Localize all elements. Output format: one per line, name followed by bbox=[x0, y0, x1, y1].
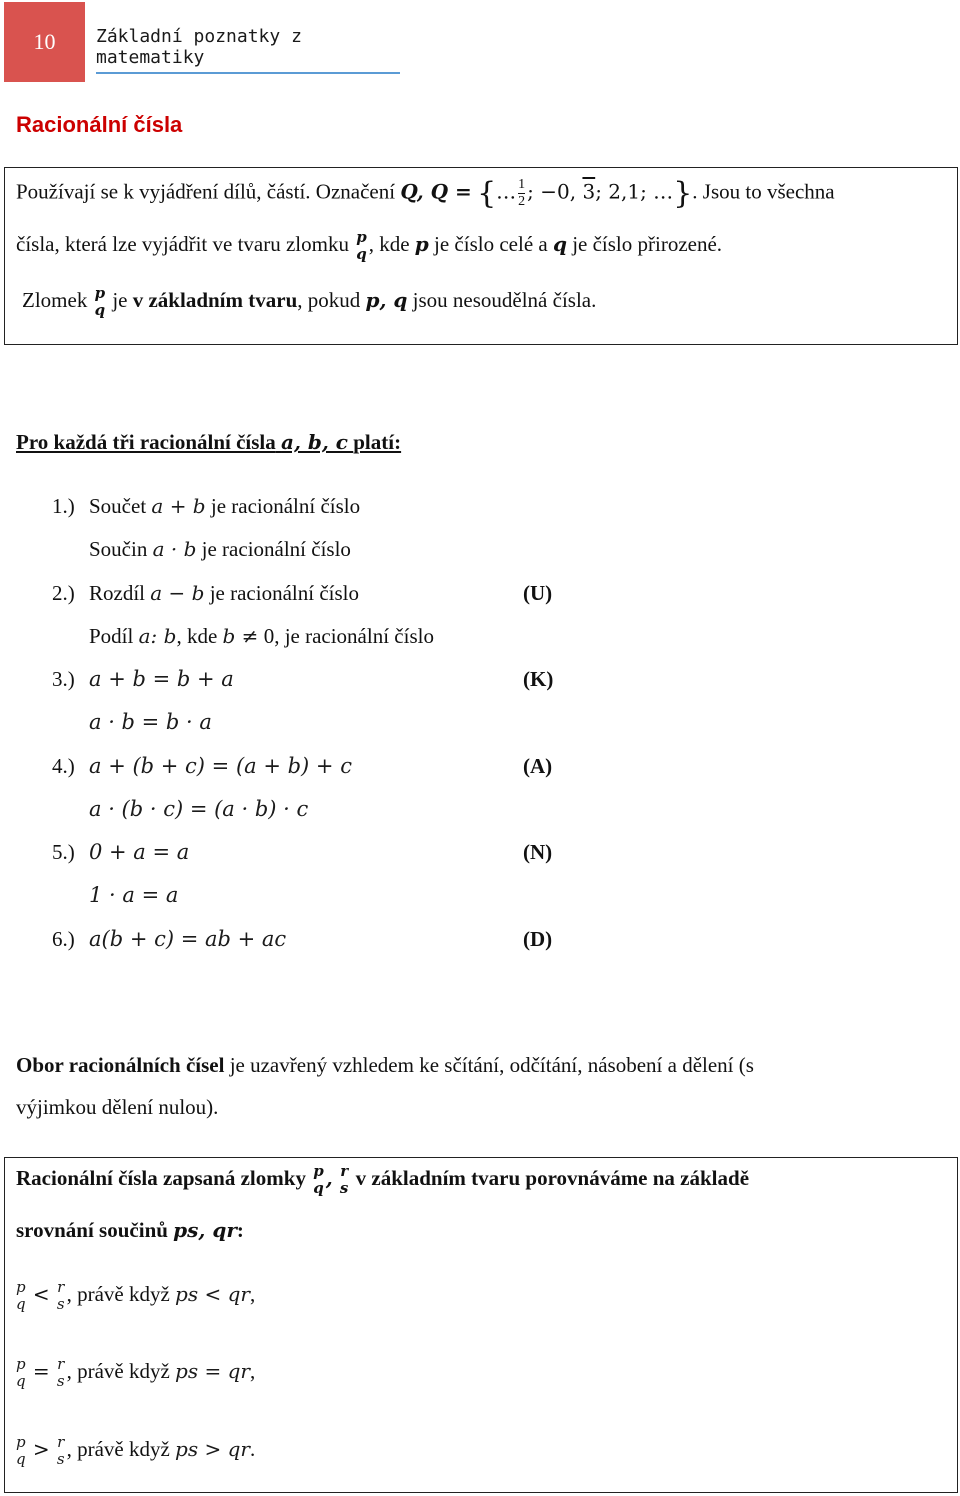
property-expr: a · b bbox=[152, 537, 197, 561]
property-line bbox=[89, 537, 351, 562]
pq-fraction-row bbox=[16, 1280, 26, 1312]
comparison-line-2 bbox=[16, 1218, 244, 1243]
set-frac-num: 1 bbox=[518, 177, 526, 192]
definition-text: Používají se k vyjádření dílů, částí. Označení bbox=[16, 179, 396, 204]
pq-fraction-row bbox=[16, 1435, 26, 1467]
definition-line1-end: . Jsou to všechna bbox=[692, 179, 835, 204]
property-expr: a − b bbox=[150, 581, 205, 605]
property-label: (D) bbox=[523, 927, 553, 951]
properties-heading-text: Pro každá tři racionální čísla bbox=[16, 430, 276, 454]
row-frac-p: p bbox=[16, 1433, 26, 1451]
property-label: (A) bbox=[523, 754, 553, 778]
set-rest: ; −0, 3; 2,1; … bbox=[527, 179, 674, 204]
property-expr: a: b bbox=[138, 624, 177, 648]
property-text: Rozdíl bbox=[89, 581, 145, 605]
row-frac-q: q bbox=[16, 1295, 26, 1313]
comparison-line2-text: srovnání součinů bbox=[16, 1218, 168, 1242]
comparison-row-end: . bbox=[249, 1436, 256, 1461]
property-expr: a + b = b + a bbox=[89, 667, 234, 691]
item-number: 1.) bbox=[52, 494, 75, 518]
row-frac-s: s bbox=[56, 1295, 65, 1313]
property-expr: a · (b · c) = (a · b) · c bbox=[89, 797, 309, 821]
property-expr: 1 · a = a bbox=[89, 883, 179, 907]
frac-p-2: p bbox=[94, 284, 106, 302]
set-frac-den: 2 bbox=[518, 194, 526, 209]
vars-pq: p, q bbox=[365, 287, 408, 312]
var-p: p bbox=[414, 231, 429, 256]
pq-fraction-2 bbox=[95, 286, 106, 318]
comparison-row-text: , právě když bbox=[66, 1281, 170, 1306]
properties-heading-end: platí: bbox=[353, 430, 402, 454]
item-number: 6.) bbox=[52, 927, 75, 951]
brace-open: { bbox=[477, 176, 497, 211]
basic-form-term: v základním tvaru bbox=[132, 287, 298, 312]
definition-line2-text: čísla, která lze vyjádřit ve tvaru zlomku bbox=[16, 231, 349, 256]
comparison-text: Racionální čísla zapsaná zlomky bbox=[16, 1165, 306, 1190]
comparison-operator: > bbox=[32, 1436, 50, 1461]
properties-heading bbox=[16, 430, 401, 455]
row-frac-q: q bbox=[16, 1450, 26, 1468]
property-expr: 0 + a = a bbox=[89, 840, 190, 864]
item-number: 2.) bbox=[52, 581, 75, 605]
var-q: q bbox=[552, 231, 567, 256]
property-label: (K) bbox=[523, 667, 554, 691]
comparison-line-1: Racionální čísla zapsaná zlomky p q , r s v základním tvaru porovnáváme na základě bbox=[16, 1162, 750, 1197]
comparison-row-end: , bbox=[249, 1281, 256, 1306]
brace-close: } bbox=[673, 176, 693, 211]
comparison-row-expr: ps > qr bbox=[175, 1436, 250, 1461]
closure-line-1 bbox=[16, 1053, 754, 1078]
property-expr: a(b + c) = ab + ac bbox=[89, 927, 287, 951]
row-frac-p: p bbox=[16, 1355, 26, 1373]
property-text: Součet bbox=[89, 494, 147, 518]
page-number-badge: 10 bbox=[4, 2, 85, 82]
item-number: 5.) bbox=[52, 840, 75, 864]
set-fraction bbox=[518, 178, 525, 209]
frac-p-3: p bbox=[313, 1162, 324, 1180]
comparison-row-greater bbox=[14, 1435, 255, 1467]
closure-line-2: výjimkou dělení nulou). bbox=[16, 1095, 219, 1119]
rs-fraction bbox=[340, 1164, 348, 1196]
frac-q-2: q bbox=[94, 301, 106, 319]
definition-line2-mid: , kde bbox=[368, 231, 410, 256]
section-title: Racionální čísla bbox=[16, 112, 183, 137]
comparison-colon: : bbox=[236, 1218, 244, 1242]
property-text: je racionální číslo bbox=[209, 581, 359, 605]
comparison-products: ps, qr bbox=[173, 1218, 237, 1242]
comparison-row-text: , právě když bbox=[66, 1436, 170, 1461]
comparison-text-end: v základním tvaru porovnáváme na základě bbox=[355, 1165, 750, 1190]
property-expr: b ≠ bbox=[222, 624, 259, 648]
comparison-row-equal bbox=[14, 1357, 255, 1389]
set-ellipsis: … bbox=[496, 179, 517, 204]
row-frac-s: s bbox=[56, 1450, 65, 1468]
property-label: (U) bbox=[523, 581, 553, 605]
property-text: 0, je racionální číslo bbox=[263, 624, 434, 648]
property-line bbox=[89, 581, 359, 606]
property-text: je racionální číslo bbox=[210, 494, 361, 518]
frac-r: r bbox=[340, 1162, 349, 1180]
frac-p: p bbox=[356, 228, 367, 246]
row-frac-r: r bbox=[57, 1433, 65, 1451]
comparison-row-end: , bbox=[249, 1358, 256, 1383]
property-label: (N) bbox=[523, 840, 553, 864]
properties-heading-vars: a, b, c bbox=[281, 430, 348, 454]
item-number: 4.) bbox=[52, 754, 75, 778]
comparison-row-text: , právě když bbox=[66, 1358, 170, 1383]
row-frac-r: r bbox=[57, 1278, 65, 1296]
rs-fraction-row bbox=[57, 1357, 65, 1389]
definition-line2-q-text: je číslo přirozené. bbox=[572, 231, 723, 256]
definition-line3-after: , pokud bbox=[297, 287, 361, 312]
comparison-operator: < bbox=[32, 1281, 50, 1306]
rs-fraction-row bbox=[57, 1280, 65, 1312]
property-text: je racionální číslo bbox=[201, 537, 351, 561]
frac-s: s bbox=[339, 1179, 349, 1197]
item-number: 3.) bbox=[52, 667, 75, 691]
rs-fraction-row bbox=[57, 1435, 65, 1467]
comparison-row-expr: ps = qr bbox=[175, 1358, 250, 1383]
property-text: Součin bbox=[89, 537, 148, 561]
definition-line-1 bbox=[16, 176, 835, 211]
row-frac-r: r bbox=[57, 1355, 65, 1373]
definition-line3-end: jsou nesoudělná čísla. bbox=[412, 287, 597, 312]
property-expr: a + (b + c) = (a + b) + c bbox=[89, 754, 352, 778]
property-line bbox=[89, 494, 360, 519]
row-frac-q: q bbox=[16, 1372, 26, 1390]
property-expr: a + b bbox=[151, 494, 206, 518]
definition-line-3 bbox=[22, 286, 596, 318]
frac-q: q bbox=[356, 245, 367, 263]
definition-line3-start: Zlomek bbox=[22, 287, 88, 312]
pq-fraction-row bbox=[16, 1357, 26, 1389]
page-header-title: Základní poznatky z matematiky bbox=[96, 24, 400, 74]
comparison-row-less bbox=[14, 1280, 255, 1312]
definition-line2-p-text: je číslo celé a bbox=[434, 231, 548, 256]
property-line bbox=[89, 624, 434, 649]
comparison-operator: = bbox=[32, 1358, 50, 1383]
definition-line3-mid: je bbox=[112, 287, 128, 312]
comparison-row-expr: ps < qr bbox=[175, 1281, 250, 1306]
property-text: , kde bbox=[176, 624, 218, 648]
pq-fraction-3 bbox=[313, 1164, 324, 1196]
frac-q-3: q bbox=[313, 1179, 324, 1197]
property-expr: a · b = b · a bbox=[89, 710, 212, 734]
set-symbol: Q, Q = bbox=[400, 179, 472, 204]
row-frac-p: p bbox=[16, 1278, 26, 1296]
property-text: Podíl bbox=[89, 624, 134, 648]
pq-fraction bbox=[356, 230, 367, 262]
row-frac-s: s bbox=[56, 1372, 65, 1390]
closure-bold: Obor racionálních čísel bbox=[16, 1053, 225, 1077]
closure-text: je uzavřený vzhledem ke sčítání, odčítání, násobení a dělení (s bbox=[229, 1053, 754, 1077]
definition-line-2 bbox=[16, 230, 722, 262]
